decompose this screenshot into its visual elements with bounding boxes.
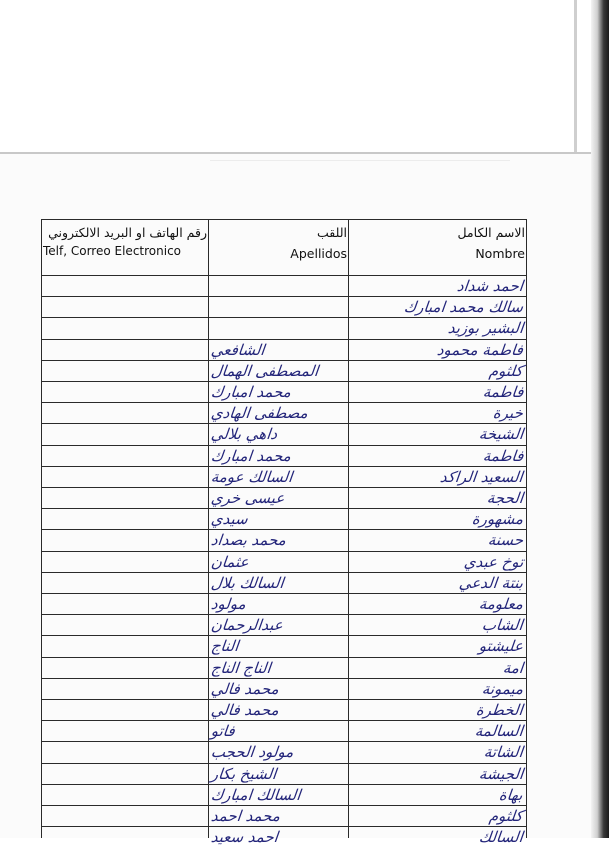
header-surname-es: Apellidos <box>290 246 347 261</box>
surname-cell: الشافعي <box>210 340 266 359</box>
name-cell: مشهورة <box>470 510 524 529</box>
row-line <box>41 784 527 785</box>
surname-cell: الناج الناج <box>210 658 272 677</box>
name-cell: البشير بوزيد <box>446 319 524 338</box>
row-line <box>41 219 527 220</box>
surname-cell: محمد بصداد <box>210 531 287 550</box>
row-line <box>41 487 527 488</box>
row-line <box>41 635 527 636</box>
name-cell: فاطمة محمود <box>436 340 524 359</box>
surname-cell: داهي بلالي <box>210 425 279 444</box>
name-cell: الجيشة <box>477 764 524 783</box>
row-line <box>41 445 527 446</box>
surname-cell: عيسى خري <box>210 489 286 507</box>
name-cell: الخطرة <box>475 701 524 719</box>
name-cell: السالمة <box>474 722 524 741</box>
surname-cell: محمد فالي <box>210 679 280 698</box>
surname-cell: الشيخ بكار <box>210 764 278 783</box>
surname-cell: السالك بلال <box>210 573 285 592</box>
name-cell: معلومة <box>477 595 524 613</box>
surname-cell: المصطفى الهمال <box>210 361 320 380</box>
surname-cell: محمد امبارك <box>210 446 292 465</box>
name-cell: الشاتة <box>483 743 524 762</box>
name-cell: حسنة <box>486 531 524 550</box>
header-name-ar: الاسم الكامل <box>457 225 525 240</box>
row-line <box>41 360 527 361</box>
header-phone-email <box>43 224 207 260</box>
surname-cell: محمد فالي <box>210 701 280 719</box>
row-line <box>41 699 527 700</box>
name-cell: فاطمة <box>481 383 524 401</box>
name-cell: توخ عبدي <box>462 552 524 571</box>
row-line <box>41 466 527 467</box>
surname-cell: محمد احمد <box>210 807 281 825</box>
row-line <box>41 339 527 340</box>
name-cell: سالك محمد امبارك <box>402 298 524 317</box>
surname-cell: احمد سعيد <box>210 828 279 846</box>
surname-cell: مصطفى الهادي <box>210 404 309 423</box>
row-line <box>41 805 527 806</box>
row-line <box>41 678 527 679</box>
row-line <box>41 657 527 658</box>
row-line <box>41 551 527 552</box>
surname-cell: الناج <box>210 637 240 656</box>
row-line <box>41 720 527 721</box>
name-cell: فاطمة <box>481 446 524 465</box>
row-line <box>41 381 527 382</box>
name-cell: احمد شداد <box>456 277 524 295</box>
name-cell: كلثوم <box>488 807 524 825</box>
name-cell: الشيخة <box>477 425 524 444</box>
name-cell: بهاة <box>498 785 524 804</box>
name-cell: ميمونة <box>480 679 524 698</box>
name-cell: الشاب <box>481 616 524 635</box>
row-line <box>41 763 527 764</box>
row-line <box>41 572 527 573</box>
row-line <box>41 508 527 509</box>
surname-cell: فاتو <box>210 722 236 741</box>
surname-cell: سيدي <box>210 510 249 529</box>
surname-cell: السالك امبارك <box>210 785 302 804</box>
paper-edge <box>574 0 577 152</box>
bleed-through <box>210 160 510 201</box>
row-line <box>41 423 527 424</box>
signup-table <box>41 219 527 846</box>
name-cell: عليشتو <box>477 637 524 656</box>
surname-cell: محمد امبارك <box>210 383 292 401</box>
paper-fold-line <box>0 152 591 154</box>
header-phone-es: Telf, Correo Electronico <box>43 244 182 258</box>
name-cell: السعيد الراكد <box>439 467 524 486</box>
name-cell: خيرة <box>492 404 524 423</box>
name-cell: امة <box>501 658 524 677</box>
name-cell: كلثوم <box>488 361 524 380</box>
header-name-es: Nombre <box>475 246 525 261</box>
header-bottom-line <box>41 275 527 276</box>
surname-cell: مولود <box>210 595 247 613</box>
row-line <box>41 593 527 594</box>
surname-cell: السالك عومة <box>210 467 294 486</box>
name-cell: الحجة <box>485 489 524 507</box>
header-phone-ar: رقم الهاتف او البريد الالكتروني <box>48 225 207 240</box>
surname-cell: عثمان <box>210 552 250 571</box>
name-cell: السالك <box>478 828 524 846</box>
row-line <box>41 826 527 827</box>
name-cell: بنتة الدعي <box>457 573 524 592</box>
surname-cell: عبدالرحمان <box>210 616 284 635</box>
scan-border <box>591 0 609 838</box>
header-surname <box>209 224 347 262</box>
header-surname-ar: اللقب <box>316 225 347 240</box>
header-name <box>349 224 525 262</box>
surname-cell: مولود الحجب <box>210 743 295 762</box>
